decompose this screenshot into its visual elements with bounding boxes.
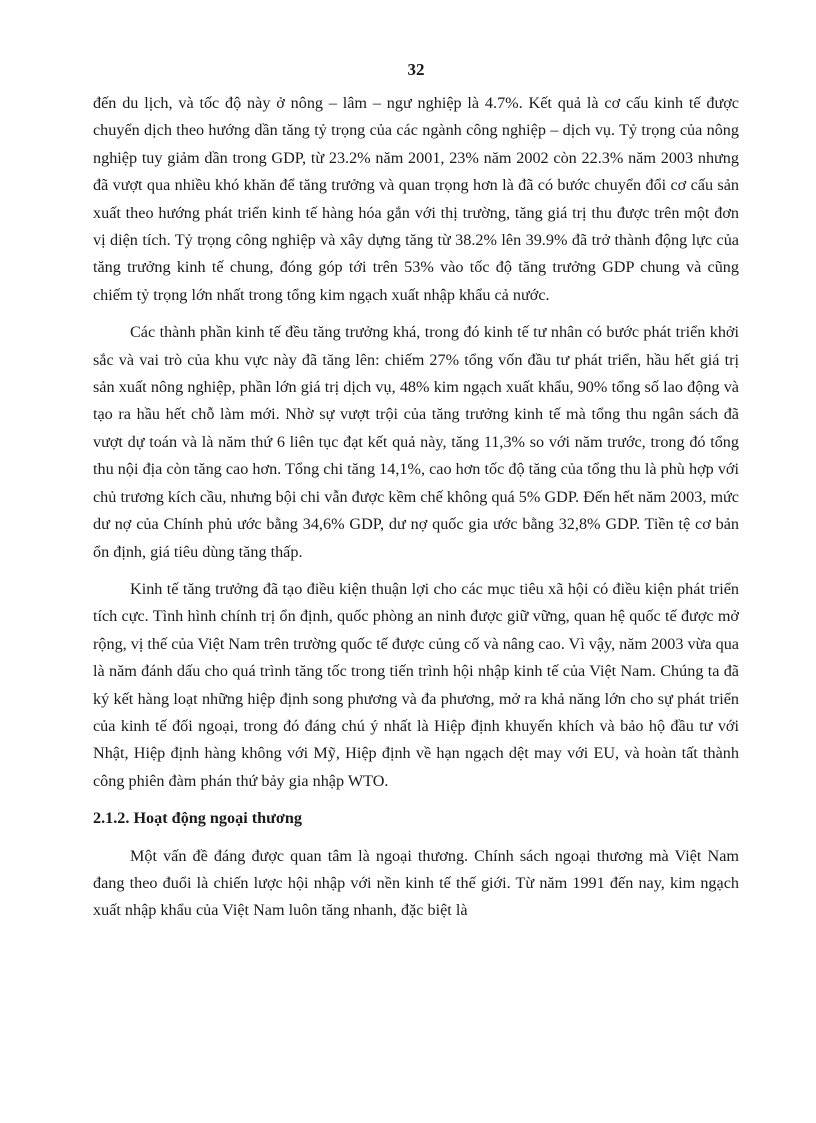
page-number: 32: [407, 60, 425, 79]
body-paragraph-3: Kinh tế tăng trưởng đã tạo điều kiện thuận lợi cho các mục tiêu xã hội có điều kiện phát triển tích cực. Tình hình chính trị ổn định, quốc phòng an ninh được giữ vững, quan hệ quốc tế được mở rộng, vị thế của Việt Nam trên trường quốc tế được củng cố và nâng cao. Vì vậy, năm 2003 vừa qua là năm đánh dấu cho quá trình tăng tốc trong tiến trình hội nhập kinh tế của Việt Nam. Chúng ta đã ký kết hàng loạt những hiệp định song phương và đa phương, mở ra khả năng lớn cho sự phát triển của kinh tế đối ngoại, trong đó đáng chú ý nhất là Hiệp định khuyến khích và bảo hộ đầu tư với Nhật, Hiệp định hàng không với Mỹ, Hiệp định về hạn ngạch dệt may với EU, và hoàn tất thành công phiên đàm phán thứ bảy gia nhập WTO.: [93, 579, 739, 790]
document-page: [93, 58, 739, 935]
section-heading: 2.1.2. Hoạt động ngoại thương: [93, 809, 302, 828]
section-paragraph: Một vấn đề đáng được quan tâm là ngoại thương. Chính sách ngoại thương mà Việt Nam đang theo đuổi là chiến lược hội nhập với nền kinh tế thế giới. Từ năm 1991 đến nay, kim ngạch xuất nhập khẩu của Việt Nam luôn tăng nhanh, đặc biệt là: [93, 846, 739, 920]
body-paragraph-2: Các thành phần kinh tế đều tăng trưởng khá, trong đó kinh tế tư nhân có bước phát triển khởi sắc và vai trò của khu vực này đã tăng lên: chiếm 27% tổng vốn đầu tư phát triển, hầu hết giá trị sản xuất nông nghiệp, phần lớn giá trị dịch vụ, 48% kim ngạch xuất khẩu, 90% tổng số lao động và tạo ra hầu hết chỗ làm mới. Nhờ sự vượt trội của tăng trưởng kinh tế mà tổng thu ngân sách đã vượt dự toán và là năm thứ 6 liên tục đạt kết quả này, tăng 11,3% so với năm trước, trong đó tổng thu nội địa còn tăng cao hơn. Tổng chi tăng 14,1%, cao hơn tốc độ tăng của tổng thu là phù hợp với chủ trương kích cầu, nhưng bội chi vẫn được kềm chế không quá 5% GDP. Đến hết năm 2003, mức dư nợ của Chính phủ ước bằng 34,6% GDP, dư nợ quốc gia ước bằng 32,8% GDP. Tiền tệ cơ bản ổn định, giá tiêu dùng tăng thấp.: [93, 323, 739, 561]
body-paragraph-1: đến du lịch, và tốc độ này ở nông – lâm – ngư nghiệp là 4.7%. Kết quả là cơ cấu kinh tế được chuyển dịch theo hướng dần tăng tỷ trọng của các ngành công nghiệp – dịch vụ. Tỷ trọng của nông nghiệp tuy giảm dần trong GDP, từ 23.2% năm 2001, 23% năm 2002 còn 22.3% năm 2003 nhưng đã vượt qua nhiều khó khăn để tăng trưởng và quan trọng hơn là đã có bước chuyển đổi cơ cấu sản xuất theo hướng phát triển kinh tế hàng hóa gắn với thị trường, tăng giá trị thu được trên một đơn vị diện tích. Tỷ trọng công nghiệp và xây dựng tăng từ 38.2% lên 39.9% đã trở thành động lực của tăng trưởng kinh tế chung, đóng góp tới trên 53% vào tốc độ tăng trưởng GDP chung và cũng chiếm tỷ trọng lớn nhất trong tổng kim ngạch xuất nhập khẩu cả nước.: [93, 94, 739, 304]
